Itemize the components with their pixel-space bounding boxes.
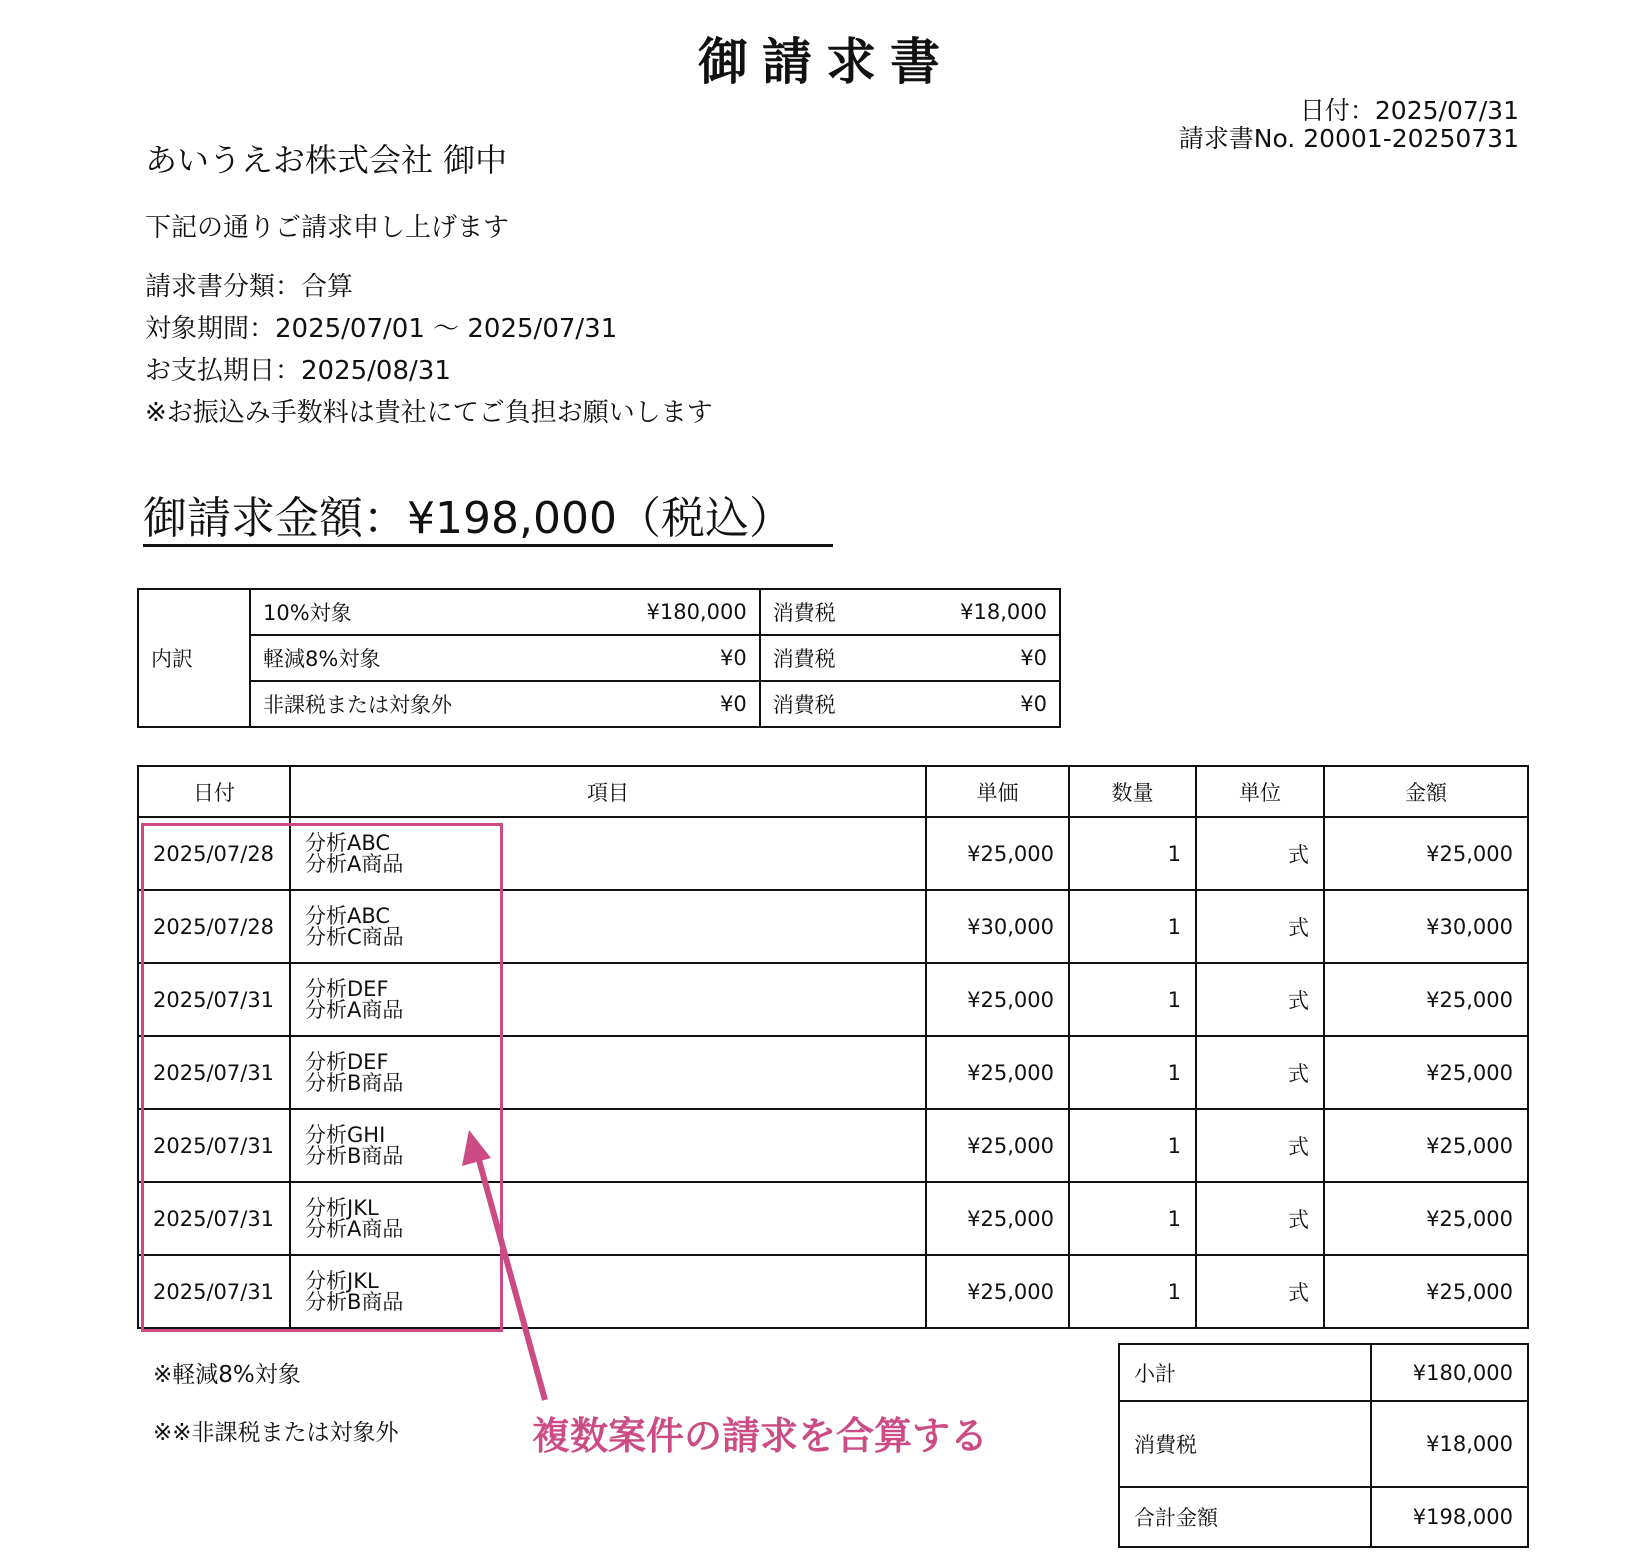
row-unit: 式 xyxy=(1196,1255,1324,1328)
client-name: あいうえお株式会社 御中 xyxy=(145,141,508,179)
row-date: 2025/07/28 xyxy=(138,817,290,890)
row-quantity: 1 xyxy=(1069,963,1196,1036)
row-amount: ¥25,000 xyxy=(1324,963,1528,1036)
row-item-project: 分析JKL xyxy=(305,1268,379,1293)
row-amount: ¥25,000 xyxy=(1324,1182,1528,1255)
breakdown-tax-label: 消費税 xyxy=(760,589,892,635)
row-quantity: 1 xyxy=(1069,890,1196,963)
row-item-product: 分析A商品 xyxy=(305,851,404,876)
table-header-row xyxy=(138,766,1528,817)
header-date: 日付 xyxy=(138,766,290,817)
row-unit: 式 xyxy=(1196,890,1324,963)
row-unit-price: ¥25,000 xyxy=(926,1182,1069,1255)
header-unit-price: 単価 xyxy=(926,766,1069,817)
summary-label: 消費税 xyxy=(1119,1401,1371,1487)
breakdown-amount: ¥0 xyxy=(572,681,760,727)
row-unit: 式 xyxy=(1196,1036,1324,1109)
note-reduced-rate: ※軽減8%対象 xyxy=(153,1362,301,1388)
note-tax-exempt: ※※非課税または対象外 xyxy=(153,1420,399,1446)
row-item-project: 分析ABC xyxy=(305,830,391,855)
billing-period: 対象期間：2025/07/01 〜 2025/07/31 xyxy=(145,314,618,344)
row-item-product: 分析C商品 xyxy=(305,924,404,949)
row-item-product: 分析A商品 xyxy=(305,1216,404,1241)
row-amount: ¥25,000 xyxy=(1324,1255,1528,1328)
row-date: 2025/07/31 xyxy=(138,1182,290,1255)
row-unit-price: ¥30,000 xyxy=(926,890,1069,963)
invoice-date: 日付：2025/07/31 xyxy=(1299,96,1519,125)
summary-value: ¥180,000 xyxy=(1371,1344,1528,1401)
row-date: 2025/07/31 xyxy=(138,963,290,1036)
tax-breakdown-table xyxy=(137,588,1061,728)
row-date: 2025/07/31 xyxy=(138,1109,290,1182)
row-unit-price: ¥25,000 xyxy=(926,1255,1069,1328)
summary-label: 小計 xyxy=(1119,1344,1371,1401)
breakdown-row xyxy=(138,589,1060,635)
highlight-box xyxy=(141,823,503,1332)
summary-label: 合計金額 xyxy=(1119,1487,1371,1547)
total-amount-heading: 御請求金額：¥198,000（税込） xyxy=(143,494,833,547)
row-quantity: 1 xyxy=(1069,817,1196,890)
summary-row xyxy=(1119,1401,1528,1487)
row-amount: ¥25,000 xyxy=(1324,817,1528,890)
breakdown-category: 非課税または対象外 xyxy=(250,681,572,727)
invoice-number: 請求書No. 20001-20250731 xyxy=(1178,124,1519,153)
summary-table xyxy=(1118,1343,1529,1548)
row-unit-price: ¥25,000 xyxy=(926,1109,1069,1182)
row-item-project: 分析DEF xyxy=(305,1049,389,1074)
breakdown-category: 10%対象 xyxy=(250,589,572,635)
invoice-title: 御請求書 xyxy=(698,33,954,91)
breakdown-amount: ¥180,000 xyxy=(572,589,760,635)
summary-value: ¥18,000 xyxy=(1371,1401,1528,1487)
row-amount: ¥30,000 xyxy=(1324,890,1528,963)
row-unit: 式 xyxy=(1196,1182,1324,1255)
row-unit-price: ¥25,000 xyxy=(926,817,1069,890)
row-quantity: 1 xyxy=(1069,1109,1196,1182)
row-amount: ¥25,000 xyxy=(1324,1109,1528,1182)
row-date: 2025/07/31 xyxy=(138,1036,290,1109)
row-unit-price: ¥25,000 xyxy=(926,1036,1069,1109)
annotation-text: 複数案件の請求を合算する xyxy=(532,1414,989,1458)
header-amount: 金額 xyxy=(1324,766,1528,817)
row-item-product: 分析B商品 xyxy=(305,1070,404,1095)
breakdown-tax: ¥0 xyxy=(892,635,1060,681)
header-item: 項目 xyxy=(290,766,926,817)
summary-row xyxy=(1119,1344,1528,1401)
row-unit: 式 xyxy=(1196,817,1324,890)
summary-row xyxy=(1119,1487,1528,1547)
invoice-category: 請求書分類：合算 xyxy=(145,272,354,302)
header-unit: 単位 xyxy=(1196,766,1324,817)
row-quantity: 1 xyxy=(1069,1255,1196,1328)
transfer-fee-note: ※お振込み手数料は貴社にてご負担お願いします xyxy=(145,398,713,428)
breakdown-row xyxy=(138,635,1060,681)
row-unit: 式 xyxy=(1196,963,1324,1036)
breakdown-amount: ¥0 xyxy=(572,635,760,681)
row-item-product: 分析B商品 xyxy=(305,1289,404,1314)
breakdown-row xyxy=(138,681,1060,727)
lead-text: 下記の通りご請求申し上げます xyxy=(145,213,510,243)
payment-due-date: お支払期日：2025/08/31 xyxy=(145,356,451,386)
breakdown-tax-label: 消費税 xyxy=(760,681,892,727)
row-item-project: 分析ABC xyxy=(305,903,391,928)
row-item-product: 分析A商品 xyxy=(305,997,404,1022)
breakdown-tax: ¥0 xyxy=(892,681,1060,727)
row-amount: ¥25,000 xyxy=(1324,1036,1528,1109)
row-quantity: 1 xyxy=(1069,1036,1196,1109)
breakdown-category: 軽減8%対象 xyxy=(250,635,572,681)
summary-value: ¥198,000 xyxy=(1371,1487,1528,1547)
row-date: 2025/07/31 xyxy=(138,1255,290,1328)
row-date: 2025/07/28 xyxy=(138,890,290,963)
header-quantity: 数量 xyxy=(1069,766,1196,817)
row-unit-price: ¥25,000 xyxy=(926,963,1069,1036)
breakdown-label: 内訳 xyxy=(138,589,250,727)
breakdown-tax-label: 消費税 xyxy=(760,635,892,681)
row-item-project: 分析GHI xyxy=(305,1122,386,1147)
row-item-project: 分析DEF xyxy=(305,976,389,1001)
row-item-project: 分析JKL xyxy=(305,1195,379,1220)
row-quantity: 1 xyxy=(1069,1182,1196,1255)
row-item-product: 分析B商品 xyxy=(305,1143,404,1168)
row-unit: 式 xyxy=(1196,1109,1324,1182)
breakdown-tax: ¥18,000 xyxy=(892,589,1060,635)
